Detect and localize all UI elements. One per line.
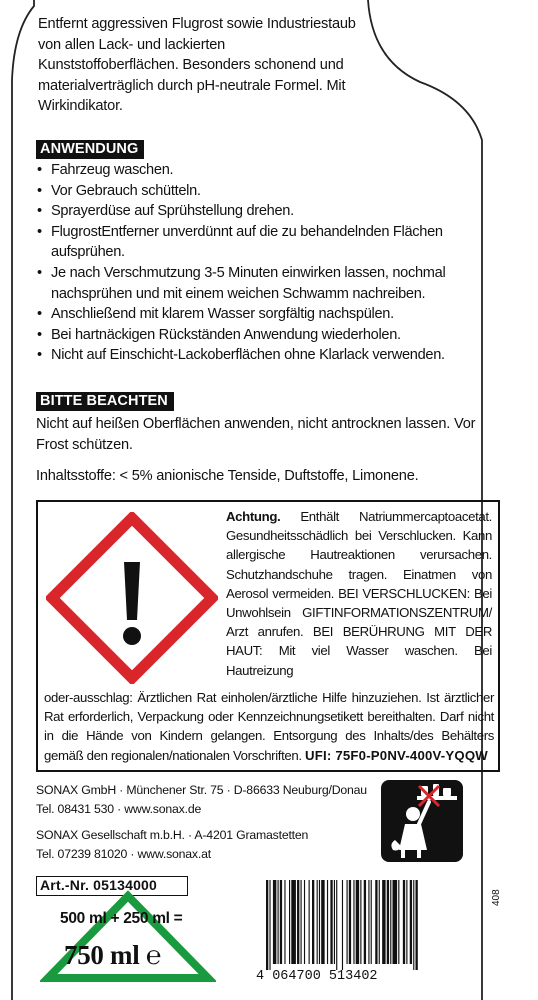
barcode-bar	[330, 880, 332, 964]
hazard-text-part: BEI VERSCHLUCKEN:	[338, 585, 470, 601]
ufi-code: UFI: 75F0-P0NV-400V-YQQW	[305, 747, 488, 763]
hazard-text-part: oder-ausschlag: Ärztlichen Rat einholen/ärztliche Hilfe hinzuziehen. Ist ärztlicher Rat erforderlich, Verpackung oder Kennzeichnungsetikett bereithalten. Darf nicht in die Hände von Kindern gelangen. Entsorgung des Inhalts/des Behälters gemäß den regionalen/nationalen Vorschriften.	[44, 690, 494, 763]
barcode-bar	[403, 880, 405, 964]
barcode-bar	[360, 880, 361, 964]
signal-word: Achtung.	[226, 509, 281, 524]
barcode-bar	[289, 880, 290, 964]
hazard-text-part: BEI BERÜHRUNG MIT DER HAUT:	[226, 624, 492, 659]
barcode-bar	[273, 880, 276, 964]
hazard-text-part: Enthält Natriummercaptoacetat. Gesundheitsschädlich bei Verschlucken. Kann allergische Hautreaktionen verursachen. Schutzhandschuhe tragen. Einatmen von Aerosol vermeiden.	[226, 509, 492, 601]
volume-composition: 500 ml + 250 ml =	[60, 910, 183, 927]
barcode-bar	[312, 880, 314, 964]
barcode-bar	[413, 880, 414, 970]
article-number: Art.-Nr. 05134000	[36, 876, 188, 896]
barcode-bar	[280, 880, 282, 964]
hazard-statement-right	[226, 507, 492, 680]
volume-total	[64, 940, 161, 971]
hazard-text-part: GIFTINFORMATIONSZENTRUM/	[302, 605, 492, 621]
barcode-bar	[284, 880, 285, 964]
barcode-bar	[406, 880, 407, 964]
barcode-bar	[269, 880, 270, 970]
barcode-bar	[309, 880, 310, 964]
bitte-beachten-text: Nicht auf heißen Oberflächen anwenden, nicht antrocknen lassen. Vor Frost schützen.	[36, 416, 476, 453]
step-item: • Anschließend mit klarem Wasser sorgfältig nachspülen.	[36, 304, 466, 325]
company-line-de: SONAX GmbH · Münchener Str. 75 · D-86633 Neuburg/Donau	[36, 783, 367, 797]
barcode-bar	[317, 880, 318, 964]
barcode-bar	[364, 880, 366, 964]
barcode-bar	[301, 880, 302, 964]
keep-away-from-children-icon	[381, 780, 463, 862]
step-item: • FlugrostEntferner unverdünnt auf die zu behandelnden Flächen aufsprühen.	[36, 222, 466, 263]
anwendung-heading: ANWENDUNG	[36, 140, 144, 159]
barcode-bar	[416, 880, 418, 970]
hazard-text-part: Mit viel Wasser waschen. Bei Hautreizung	[226, 643, 492, 678]
ingredients-text: Inhaltsstoffe: < 5% anionische Tenside, Duftstoffe, Limonene.	[36, 468, 419, 484]
barcode-bar	[371, 880, 372, 964]
company-contact-at: Tel. 07239 81020 · www.sonax.at	[36, 847, 211, 861]
barcode-bar	[336, 880, 337, 970]
company-contact-de: Tel. 08431 530 · www.sonax.de	[36, 802, 202, 816]
barcode-bar	[356, 880, 359, 964]
barcode-bar	[410, 880, 412, 964]
step-item: • Sprayerdüse auf Sprühstellung drehen.	[36, 201, 466, 222]
hazard-text-part: Bei Unwohlsein	[226, 585, 492, 621]
step-item: • Nicht auf Einschicht-Lackoberflächen ohne Klarlack verwenden.	[36, 345, 466, 366]
barcode-bar	[393, 880, 398, 964]
barcode-bar	[278, 880, 279, 964]
barcode-bar	[382, 880, 385, 964]
hazard-statement-bottom	[44, 688, 494, 765]
hazard-text-part: Arzt anrufen.	[226, 624, 304, 640]
barcode-bar	[390, 880, 391, 964]
step-item: • Fahrzeug waschen.	[36, 160, 466, 181]
barcode-bar	[347, 880, 348, 964]
step-item: • Bei hartnäckigen Rückständen Anwendung wiederholen.	[36, 325, 466, 346]
company-line-at: SONAX Gesellschaft m.b.H. · A-4201 Gramastetten	[36, 828, 309, 842]
step-item: • Vor Gebrauch schütteln.	[36, 181, 466, 202]
volume-value: 750 ml	[64, 940, 140, 970]
barcode-bar	[342, 880, 343, 970]
barcode-bar	[266, 880, 268, 970]
barcode-bar	[327, 880, 328, 964]
barcode-bar	[334, 880, 335, 964]
barcode	[260, 880, 472, 970]
barcode-bar	[349, 880, 351, 964]
barcode-bar	[375, 880, 377, 964]
step-item: • Je nach Verschmutzung 3-5 Minuten einwirken lassen, nochmal nachsprühen und mit einem weichen Schwamm nachreiben.	[36, 263, 466, 304]
barcode-bar	[398, 880, 399, 964]
barcode-bar	[321, 880, 324, 964]
anwendung-steps	[36, 160, 466, 366]
barcode-bar	[297, 880, 299, 964]
code-408: 408	[491, 889, 502, 906]
barcode-bar	[291, 880, 296, 964]
barcode-bar	[387, 880, 389, 964]
intro-text: Entfernt aggressiven Flugrost sowie Industriestaub von allen Lack- und lackierten Kunststoffoberflächen. Besonders schonend und materialverträglich durch pH-neutrale Formel. Mit Wirkindikator.	[38, 16, 356, 114]
bitte-beachten-heading: BITTE BEACHTEN	[36, 392, 174, 411]
estimated-sign-icon: ℮	[145, 941, 162, 970]
barcode-bar	[368, 880, 369, 964]
exclamation-mark-icon	[46, 512, 218, 684]
barcode-bar	[379, 880, 380, 964]
barcode-digits: 4 064700 513402	[256, 969, 378, 984]
barcode-bar	[304, 880, 305, 964]
barcode-bar	[353, 880, 354, 964]
barcode-bar	[319, 880, 320, 964]
